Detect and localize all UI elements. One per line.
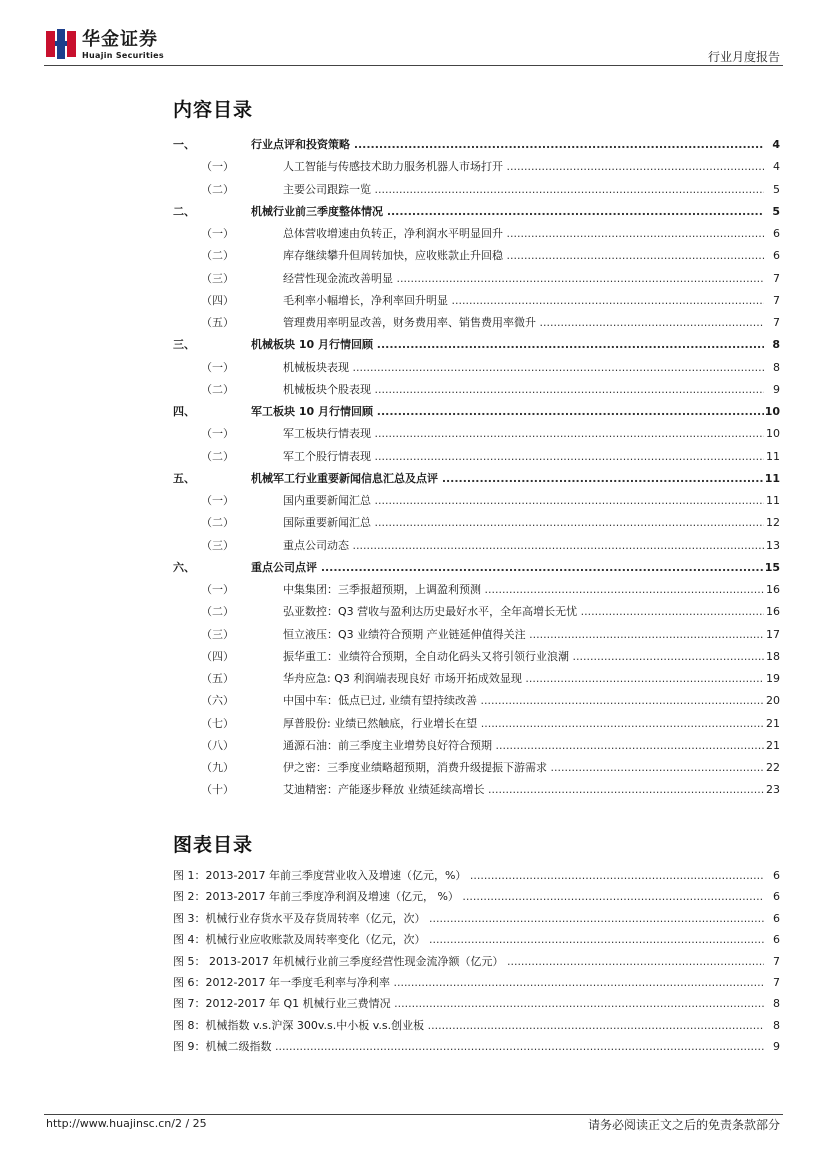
figure-entry-label: 图 3：机械行业存货水平及存货周转率（亿元，次） ..... xyxy=(173,910,764,928)
toc-entry-label: 机械军工行业重要新闻信息汇总及点评 ..... xyxy=(251,470,764,488)
toc-entry-number: （一） xyxy=(201,227,234,240)
toc-entry[interactable] xyxy=(173,781,780,799)
toc-entry-page: 5 xyxy=(772,204,780,218)
figure-entry-page: 8 xyxy=(773,1018,780,1032)
figure-entry-page: 9 xyxy=(773,1040,780,1054)
toc-entry-number: 四、 xyxy=(173,405,195,418)
toc-entry-label: 军工板块 10 月行情回顾 ..... xyxy=(251,403,764,421)
toc-entry[interactable] xyxy=(173,359,780,377)
toc-entry[interactable] xyxy=(173,648,780,666)
toc-entry-page: 23 xyxy=(766,783,780,797)
toc-entry-page: 11 xyxy=(764,471,780,485)
toc-entry[interactable] xyxy=(173,158,780,176)
toc-entry-label: 毛利率小幅增长，净利率回升明显 ..... xyxy=(283,292,764,310)
toc-entry[interactable] xyxy=(173,670,780,688)
toc-entry-label: 中集集团：三季报超预期，上调盈利预测 ..... xyxy=(283,581,764,599)
toc-entry-label: 艾迪精密：产能逐步释放 业绩延续高增长 ..... xyxy=(283,781,764,799)
toc-entry-number: （二） xyxy=(201,516,234,530)
toc-entry-label: 重点公司动态 ..... xyxy=(283,537,764,555)
toc-entry-page: 7 xyxy=(773,316,780,329)
figure-entry-label: 图 7：2012-2017 年 Q1 机械行业三费情况 ..... xyxy=(173,995,764,1013)
logo-chinese-name: 华金证券 xyxy=(82,29,158,50)
toc-entry[interactable] xyxy=(173,270,780,288)
toc-entry[interactable] xyxy=(173,336,780,354)
toc-entry[interactable] xyxy=(173,448,780,466)
toc-entry-number: （三） xyxy=(201,538,234,552)
toc-entry[interactable] xyxy=(173,514,780,532)
footer-divider xyxy=(44,1114,783,1115)
figure-entry-page: 7 xyxy=(773,954,780,968)
toc-entry[interactable] xyxy=(173,737,780,755)
toc-entry-label: 管理费用率明显改善，财务费用率、销售费用率微升 ..... xyxy=(283,314,764,332)
toc-entry-number: （二） xyxy=(201,182,234,196)
toc-entry-number: 五、 xyxy=(173,471,195,485)
toc-entry[interactable] xyxy=(173,692,780,710)
toc-entry[interactable] xyxy=(173,203,780,221)
toc-entry-label: 机械行业前三季度整体情况 ..... xyxy=(251,203,764,221)
toc-entry-label: 机械板块个股表现 ..... xyxy=(283,381,764,399)
toc-entry[interactable] xyxy=(173,225,780,243)
figure-entry[interactable] xyxy=(173,1017,780,1035)
figure-entry-page: 6 xyxy=(773,890,780,904)
toc-entry-label: 库存继续攀升但周转加快，应收账款止升回稳 ..... xyxy=(283,247,764,265)
company-logo xyxy=(46,29,176,63)
figure-list-title: 图表目录 xyxy=(173,834,254,856)
toc-entry-number: （四） xyxy=(201,293,234,307)
toc-entry[interactable] xyxy=(173,581,780,599)
toc-title: 内容目录 xyxy=(173,99,254,121)
toc-entry-number: （五） xyxy=(201,316,234,329)
toc-entry-page: 4 xyxy=(772,138,780,151)
toc-entry[interactable] xyxy=(173,559,780,577)
toc-entry-page: 16 xyxy=(766,605,780,619)
toc-entry-number: （三） xyxy=(201,627,234,641)
toc-entry-page: 8 xyxy=(772,338,780,352)
figure-entry-label: 图 8：机械指数 v.s.沪深 300v.s.中小板 v.s.创业板 ..... xyxy=(173,1017,764,1035)
toc-entry-number: （八） xyxy=(201,738,234,752)
figure-entry-label: 图 2：2013-2017 年前三季度净利润及增速（亿元， %） ..... xyxy=(173,888,764,906)
footer-disclaimer: 请务必阅读正文之后的免责条款部分 xyxy=(587,1118,780,1132)
header-divider xyxy=(44,65,783,66)
toc-entry-page: 4 xyxy=(773,160,780,174)
toc-entry-page: 9 xyxy=(773,382,780,396)
toc-entry[interactable] xyxy=(173,247,780,265)
figure-entry-label: 图 5： 2013-2017 年机械行业前三季度经营性现金流净额（亿元） ..... xyxy=(173,953,764,971)
figure-entry[interactable] xyxy=(173,910,780,928)
toc-entry-label: 经营性现金流改善明显 ..... xyxy=(283,270,764,288)
figure-entry-page: 6 xyxy=(773,911,780,925)
toc-entry-label: 国内重要新闻汇总 ..... xyxy=(283,492,764,510)
toc-entry-page: 19 xyxy=(766,672,780,685)
toc-entry-label: 机械板块表现 ..... xyxy=(283,359,764,377)
huajin-logo-icon xyxy=(46,29,76,59)
toc-entry-number: 二、 xyxy=(173,204,195,218)
toc-entry-label: 军工板块行情表现 ..... xyxy=(283,425,764,443)
toc-entry[interactable] xyxy=(173,136,780,154)
toc-entry-page: 21 xyxy=(766,716,780,730)
toc-entry-number: （十） xyxy=(201,783,234,797)
figure-entry-page: 7 xyxy=(773,976,780,989)
toc-entry-number: （二） xyxy=(201,249,234,263)
figure-entry[interactable] xyxy=(173,931,780,949)
toc-entry-number: （一） xyxy=(201,583,234,596)
figure-entry-label: 图 1：2013-2017 年前三季度营业收入及增速（亿元，%） ..... xyxy=(173,867,764,885)
toc-entry-number: （二） xyxy=(201,382,234,396)
toc-entry-page: 11 xyxy=(766,494,780,507)
toc-entry[interactable] xyxy=(173,314,780,332)
toc-entry-number: （一） xyxy=(201,360,234,374)
toc-entry-page: 17 xyxy=(766,627,780,641)
toc-entry-page: 7 xyxy=(773,271,780,285)
figure-entry-page: 6 xyxy=(773,933,780,947)
toc-entry[interactable] xyxy=(173,403,780,421)
toc-entry[interactable] xyxy=(173,537,780,555)
figure-entry-label: 图 6：2012-2017 年一季度毛利率与净利率 ..... xyxy=(173,974,764,992)
figure-entry-label: 图 9：机械二级指数 ..... xyxy=(173,1038,764,1056)
toc-entry-page: 6 xyxy=(773,249,780,263)
toc-entry[interactable] xyxy=(173,626,780,644)
figure-entry[interactable] xyxy=(173,953,780,971)
toc-entry-page: 5 xyxy=(773,182,780,196)
toc-entry-page: 11 xyxy=(766,449,780,463)
toc-entry-number: （五） xyxy=(201,672,234,685)
toc-entry-label: 通源石油：前三季度主业增势良好符合预期 ..... xyxy=(283,737,764,755)
toc-entry[interactable] xyxy=(173,381,780,399)
figure-entry[interactable] xyxy=(173,995,780,1013)
toc-entry-label: 振华重工：业绩符合预期，全自动化码头又将引领行业浪潮 ..... xyxy=(283,648,764,666)
toc-entry-page: 21 xyxy=(766,738,780,752)
toc-entry-number: （一） xyxy=(201,427,234,441)
footer-page-indicator: 2 / 25 xyxy=(174,1117,207,1130)
toc-entry-label: 重点公司点评 ..... xyxy=(251,559,764,577)
toc-entry-label: 机械板块 10 月行情回顾 ..... xyxy=(251,336,764,354)
toc-entry-page: 12 xyxy=(766,516,780,530)
figure-entry[interactable] xyxy=(173,867,780,885)
toc-entry-number: （九） xyxy=(201,761,234,774)
toc-entry-page: 10 xyxy=(764,405,780,418)
toc-entry-label: 国际重要新闻汇总 ..... xyxy=(283,514,764,532)
toc-entry-number: （三） xyxy=(201,271,234,285)
toc-entry-label: 恒立液压：Q3 业绩符合预期 产业链延伸值得关注 ..... xyxy=(283,626,764,644)
toc-entry-label: 人工智能与传感技术助力服务机器人市场打开 ..... xyxy=(283,158,764,176)
toc-entry[interactable] xyxy=(173,181,780,199)
toc-entry[interactable] xyxy=(173,715,780,733)
toc-entry[interactable] xyxy=(173,492,780,510)
toc-entry-label: 中国中车：低点已过, 业绩有望持续改善 ..... xyxy=(283,692,764,710)
toc-entry-page: 13 xyxy=(766,538,780,552)
toc-entry-number: （二） xyxy=(201,449,234,463)
toc-entry-page: 10 xyxy=(766,427,780,441)
footer-url[interactable]: http://www.huajinsc.cn/ xyxy=(46,1117,175,1130)
toc-entry-number: （四） xyxy=(201,649,234,663)
toc-entry-page: 6 xyxy=(773,227,780,240)
toc-entry-page: 8 xyxy=(773,360,780,374)
toc-entry-page: 16 xyxy=(766,583,780,596)
toc-entry-number: 三、 xyxy=(173,338,195,352)
toc-entry[interactable] xyxy=(173,292,780,310)
figure-entry-label: 图 4：机械行业应收账款及周转率变化（亿元，次） ..... xyxy=(173,931,764,949)
figure-entry[interactable] xyxy=(173,974,780,992)
toc-entry[interactable] xyxy=(173,603,780,621)
toc-entry-label: 弘亚数控：Q3 营收与盈利达历史最好水平，全年高增长无忧 ..... xyxy=(283,603,764,621)
toc-entry-page: 15 xyxy=(764,560,780,574)
toc-entry-page: 7 xyxy=(773,293,780,307)
toc-entry-page: 20 xyxy=(766,694,780,708)
figure-entry[interactable] xyxy=(173,1038,780,1056)
toc-entry-label: 行业点评和投资策略 ..... xyxy=(251,136,764,154)
toc-entry-page: 18 xyxy=(766,649,780,663)
toc-entry-label: 伊之密：三季度业绩略超预期，消费升级提振下游需求 ..... xyxy=(283,759,764,777)
toc-entry-number: （一） xyxy=(201,160,234,174)
toc-entry-number: （一） xyxy=(201,494,234,507)
toc-entry-label: 军工个股行情表现 ..... xyxy=(283,448,764,466)
toc-entry-label: 华舟应急: Q3 利润端表现良好 市场开拓成效显现 ..... xyxy=(283,670,764,688)
footer-url-page xyxy=(46,1117,207,1130)
toc-entry[interactable] xyxy=(173,425,780,443)
toc-entry-page: 22 xyxy=(766,761,780,774)
figure-entry-page: 8 xyxy=(773,997,780,1011)
toc-entry-label: 主要公司跟踪一览 ..... xyxy=(283,181,764,199)
toc-entry-number: （二） xyxy=(201,605,234,619)
logo-english-name: Huajin Securities xyxy=(82,51,164,60)
toc-entry-number: 一、 xyxy=(173,138,195,151)
toc-entry[interactable] xyxy=(173,470,780,488)
figure-entry[interactable] xyxy=(173,888,780,906)
report-type: 行业月度报告 xyxy=(707,50,780,64)
figure-entry-page: 6 xyxy=(773,869,780,882)
toc-entry-number: 六、 xyxy=(173,560,195,574)
toc-entry-label: 总体营收增速由负转正，净利润水平明显回升 ..... xyxy=(283,225,764,243)
toc-entry-label: 厚普股份: 业绩已然触底，行业增长在望 ..... xyxy=(283,715,764,733)
toc-entry[interactable] xyxy=(173,759,780,777)
toc-entry-number: （六） xyxy=(201,694,234,708)
toc-entry-number: （七） xyxy=(201,716,234,730)
